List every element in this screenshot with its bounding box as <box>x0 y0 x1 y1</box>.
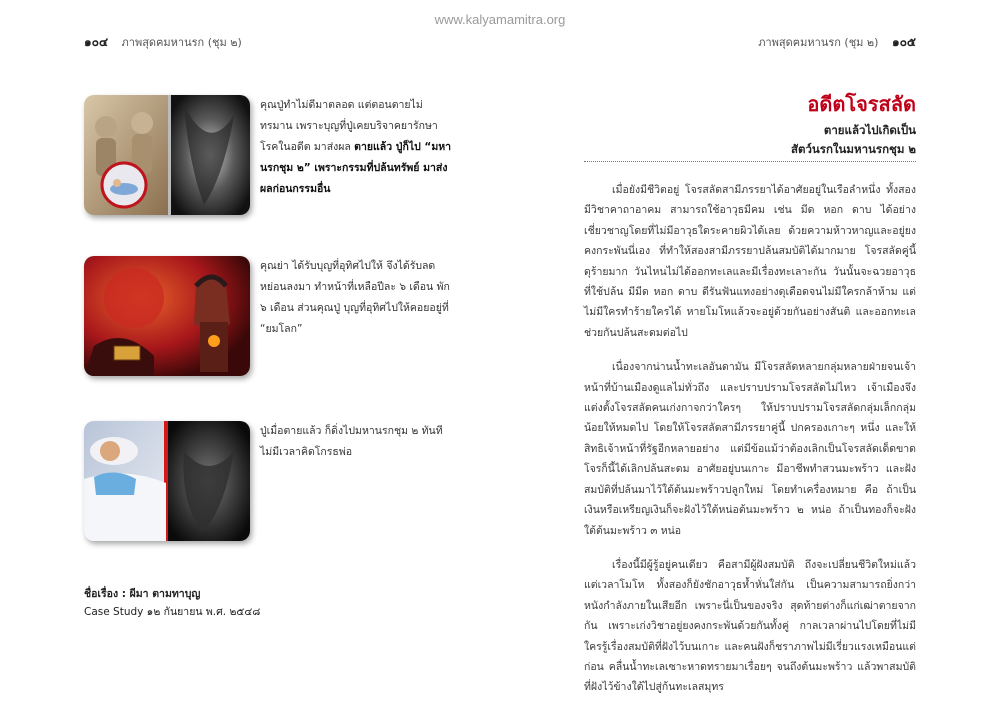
page-number-right: ๑๐๕ <box>891 35 916 49</box>
caption-text: คุณย่า ได้รับบุญที่อุทิศไปให้ จึงได้รับลดหย่อนลงมา ทำหน้าที่เหลือปีละ ๖ เดือน พัก ๖ เดือน ส่วนคุณปู่ บุญที่อุทิศไปให้คอยอยู่ที่ “ยมโลก” <box>260 260 450 335</box>
illustration-grandfather-memory <box>84 95 250 215</box>
story-illustration-3 <box>84 421 250 541</box>
story-credit <box>84 585 260 621</box>
page-header-left <box>84 33 252 52</box>
illustration-deathbed <box>84 421 250 541</box>
article-title: อดีตโจรสลัด <box>807 92 916 116</box>
subtitle-line-2: สัตว์นรกในมหานรกชุม ๒ <box>790 142 916 156</box>
book-title-right: ภาพสุดฅมหานรก (ชุม ๒) <box>758 36 879 49</box>
story-caption-2 <box>260 256 452 340</box>
story-block-1 <box>84 95 454 215</box>
credit-label: ชื่อเรื่อง : <box>84 588 130 600</box>
paragraph-3: เรื่องนี้มีผู้รู้อยู่คนเดียว คือสามีผู้ฝังสมบัติ ถึงจะเปลี่ยนชีวิตใหม่แล้ว แต่เวลาโมโห ทั้งสองก็ยังชักอาวุธห้ำหั่นใส่กัน เป็นความสามารถยิ่งกว่าหนังกำลังภายในเสียอีก เพราะนี่เป็นของจริง สุดท้ายต่างก็แก่เฒ่าตายจากกัน เพราะเก่งวิชาอยู่ยงคงกระพันด้วยกันทั้งคู่ กาลเวลาผ่านไปโดยที่ไม่มีใครรู้เรื่องสมบัติที่ฝังไว้บนเกาะ และคนฝังก็ชราภาพไม่มีเรี่ยวแรงเหมือนแต่ก่อน คลื่นน้ำทะเลเซาะหาดทรายมาเรื่อยๆ จนถึงต้นมะพร้าว แล้วพาสมบัติที่ฝังไว้ข้างใต้ไปสู่ก้นทะเลสมุทร <box>584 558 916 694</box>
story-caption-1 <box>260 95 452 200</box>
article-body <box>584 180 916 712</box>
paragraph-2: เนื่องจากน่านน้ำทะเลอันดามัน มีโจรสลัดหลายกลุ่มหลายฝ่ายจนเจ้าหน้าที่บ้านเมืองดูแลไม่ทั่วถึง และปราบปรามโจรสลัดไม่ไหว เจ้าเมืองจึงแต่งตั้งโจรสลัดคนเก่งกาจกว่าใครๆ ให้ปราบปรามโจรสลัดกลุ่มเล็กกลุ่มน้อยให้หมดไป โดยให้โจรสลัดสามีภรรยาคู่นี้ ปกครองเกาะๆ หนึ่ง และให้สิทธิเจ้าหน้าที่รัฐอีกหลายอย่าง แต่มีข้อแม้ว่าต้องเลิกเป็นโจรสลัดเด็ดขาด โจรก็นี้ได้เลิกปล้นสะดม อาศัยอยู่บนเกาะ มีอาชีพทำสวนมะพร้าว และฝังสมบัติที่ปล้นมาไว้ใต้ต้นมะพร้าวปลูกใหม่ โดยทำเครื่องหมาย คือ ถ้าเป็นเงินหรือเหรียญเงินก็จะฝังไว้ใต้หน่อต้นมะพร้าว ๒ หน่อ ถ้าเป็นทองก็จะฝังใต้ต้นมะพร้าว ๓ หน่อ <box>584 361 916 537</box>
subtitle-line-1: ตายแล้วไปเกิดเป็น <box>823 123 916 137</box>
credit-case: Case Study ๑๒ กันยายน พ.ศ. ๒๕๔๘ <box>84 606 261 618</box>
story-block-3 <box>84 421 454 541</box>
story-illustration-1 <box>84 95 250 215</box>
story-caption-3 <box>260 421 452 463</box>
caption-text: ปู่เมื่อตายแล้ว ก็ดิ่งไปมหานรกชุม ๒ ทันที ไม่มีเวลาคิดโกรธพ่อ <box>260 425 443 458</box>
paragraph-1: เมื่อยังมีชีวิตอยู่ โจรสลัดสามีภรรยาได้อาศัยอยู่ในเรือลำหนึ่ง ทั้งสองมีวิชาคาถาอาคม สามารถใช้อาวุธมีคม เช่น มีด หอก ดาบ ได้อย่างเชี่ยวชาญโดยที่ไม่มีอาวุธใดระคายผิวได้เลย ด้วยความห้าวหาญและอยู่ยงคงกระพันนี่เอง ที่ทำให้สองสามีภรรยาปล้นสมบัติได้มากมาย โจรสลัดคู่นี้ดุร้ายมาก วันไหนไม่ได้ออกทะเลและมีเรื่องทะเลาะกัน วันนั้นจะฉวยอาวุธที่ใช้ปล้น มีมีด หอก ดาบ ดีรันฟันแทงอย่างดุเดือดจนไม่มีใครกล้าห้าม แต่ไม่มีใครทำร้ายใครได้ หายโมโหแล้วจะอยู่ด้วยกันอย่างสันติ และออกทะเลช่วยกันปล้นสะดมต่อไป <box>584 184 916 339</box>
watermark: www.kalyamamitra.org <box>434 12 566 27</box>
book-title-left: ภาพสุดฅมหานรก (ชุม ๒) <box>121 36 242 49</box>
page-number-left: ๑๐๔ <box>84 35 109 49</box>
story-illustration-2 <box>84 256 250 376</box>
page-header-right <box>748 33 916 52</box>
illustration-grandmother-hell <box>84 256 250 376</box>
story-block-2 <box>84 256 454 376</box>
credit-name: ผีมา ตามทาบุญ <box>129 588 201 600</box>
article-subtitle <box>791 121 916 159</box>
caption-text: คุณปู่ทำไม่ดีมาตลอด แต่ตอนตายไม่ทรมาน เพราะบุญที่ปู่เคยบริจาคยารักษาโรคในอดีต มาส่งผล <box>260 99 438 153</box>
title-divider <box>584 161 916 162</box>
caption-emphasis: ตายแล้ว ปู่ก็ไป “มหานรกชุม ๒” เพราะกรรมที่ปล้นทรัพย์ มาส่งผลก่อนกรรมอื่น <box>260 141 452 195</box>
